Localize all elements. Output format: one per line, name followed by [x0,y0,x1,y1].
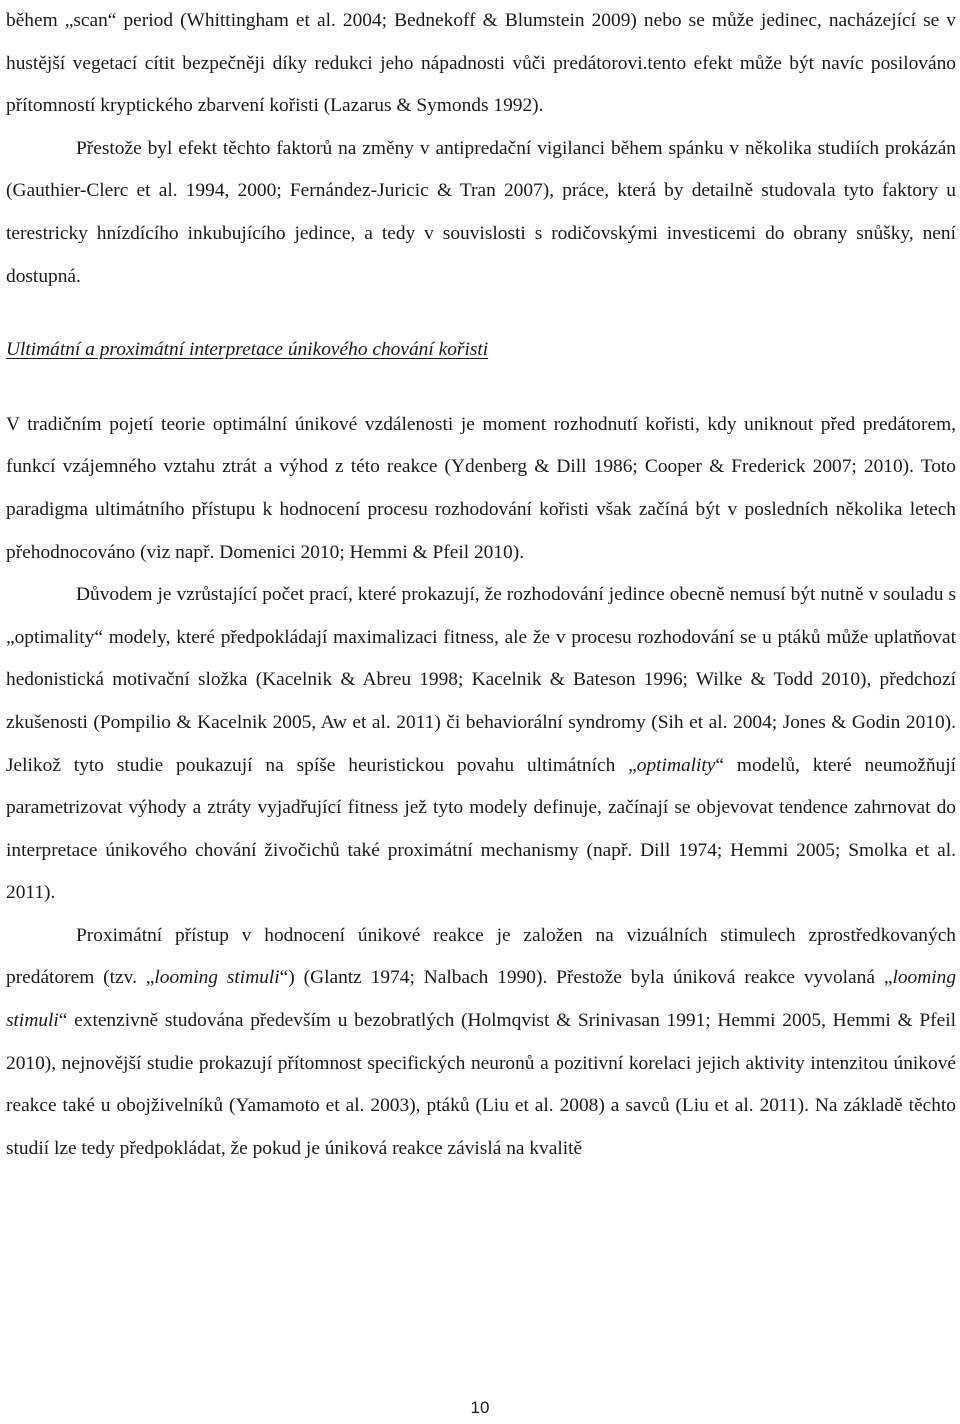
paragraph-2 [6,128,956,298]
paragraph-5 [6,915,956,1171]
paragraph-4-text-a: Důvodem je vzrůstající počet prací, které prokazují, že rozhodování jedince obecně nemusí být nutně v souladu s „optimality“ modely, které předpokládají maximalizaci fitness, ale že v procesu rozhodování se u ptáků může uplatňovat hedonistická motivační složka (Kacelnik & Abreu 1998; Kacelnik & Bateson 1996; Wilke & Todd 2010), předchozí zkušenosti (Pompilio & Kacelnik 2005, Aw et al. 2011) či behaviorální syndromy (Sih et al. 2004; Jones & Godin 2010). Jelikož tyto studie poukazují na spíše heuristickou povahu ultimátních „ [6,584,956,776]
paragraph-2-text: Přestože byl efekt těchto faktorů na změny v antipredační vigilanci během spánku v několika studiích prokázán (Gauthier-Clerc et al. 1994, 2000; Fernández-Juricic & Tran 2007), práce, která by detailně studovala tyto faktory u terestricky hnízdícího inkubujícího jedince, a tedy v souvislosti s rodičovskými investicemi do obrany snůšky, není dostupná. [6,137,956,287]
paragraph-5-text-c: “ extenzivně studována především u bezobratlých (Holmqvist & Srinivasan 1991; Hemmi 2005, Hemmi & Pfeil 2010), nejnovější studie prokazují přítomnost specifických neuronů a pozitivní korelaci jejich aktivity intenzitou únikové reakce také u obojživelníků (Yamamoto et al. 2003), ptáků (Liu et al. 2008) a savců (Liu et al. 2011). Na základě těchto studií lze tedy předpokládat, že pokud je úniková reakce závislá na kvalitě [6,1010,956,1159]
paragraph-3 [6,404,956,574]
section-heading: Ultimátní a proximátní interpretace únikového chování kořisti [6,339,489,361]
spacer [6,372,956,404]
paragraph-1 [6,0,956,128]
paragraph-5-emphasis-2: looming stimuli [6,967,957,1032]
paragraph-1-text: během „scan“ period (Whittingham et al. 2004; Bednekoff & Blumstein 2009) nebo se může jedinec, nacházející se v hustější vegetací cítit bezpečněji díky redukci jeho nápadnosti vůči predátorovi.tento efekt může být navíc posilováno přítomností kryptického zbarvení kořisti (Lazarus & Symonds 1992). [6,10,956,117]
paragraph-4-emphasis: optimality [636,754,716,776]
paragraph-5-text-b: “) (Glantz 1974; Nalbach 1990). Přestože byla úniková reakce vyvolaná „ [279,967,893,989]
document-page [6,0,956,1170]
paragraph-4 [6,574,956,915]
spacer [6,298,956,329]
paragraph-3-text: V tradičním pojetí teorie optimální únikové vzdálenosti je moment rozhodnutí kořisti, kdy uniknout před predátorem, funkcí vzájemného vztahu ztrát a výhod z této reakce (Ydenberg & Dill 1986; Cooper & Frederick 2007; 2010). Toto paradigma ultimátního přístupu k hodnocení procesu rozhodování kořisti však začíná být v posledních několika letech přehodnocováno (viz např. Domenici 2010; Hemmi & Pfeil 2010). [6,413,956,563]
page-number: 10 [470,1398,490,1417]
paragraph-5-text-a: Proximátní přístup v hodnocení únikové reakce je založen na vizuálních stimulech zprostředkovaných predátorem (tzv. „ [6,924,956,989]
paragraph-4-text-b: “ modelů, které neumožňují parametrizovat výhody a ztráty vyjadřující fitness jež tyto modely definuje, začínají se objevovat tendence zahrnovat do interpretace únikového chování živočichů také proximátní mechanismy (např. Dill 1974; Hemmi 2005; Smolka et al. 2011). [6,754,956,904]
paragraph-5-emphasis-1: looming stimuli [154,967,280,989]
